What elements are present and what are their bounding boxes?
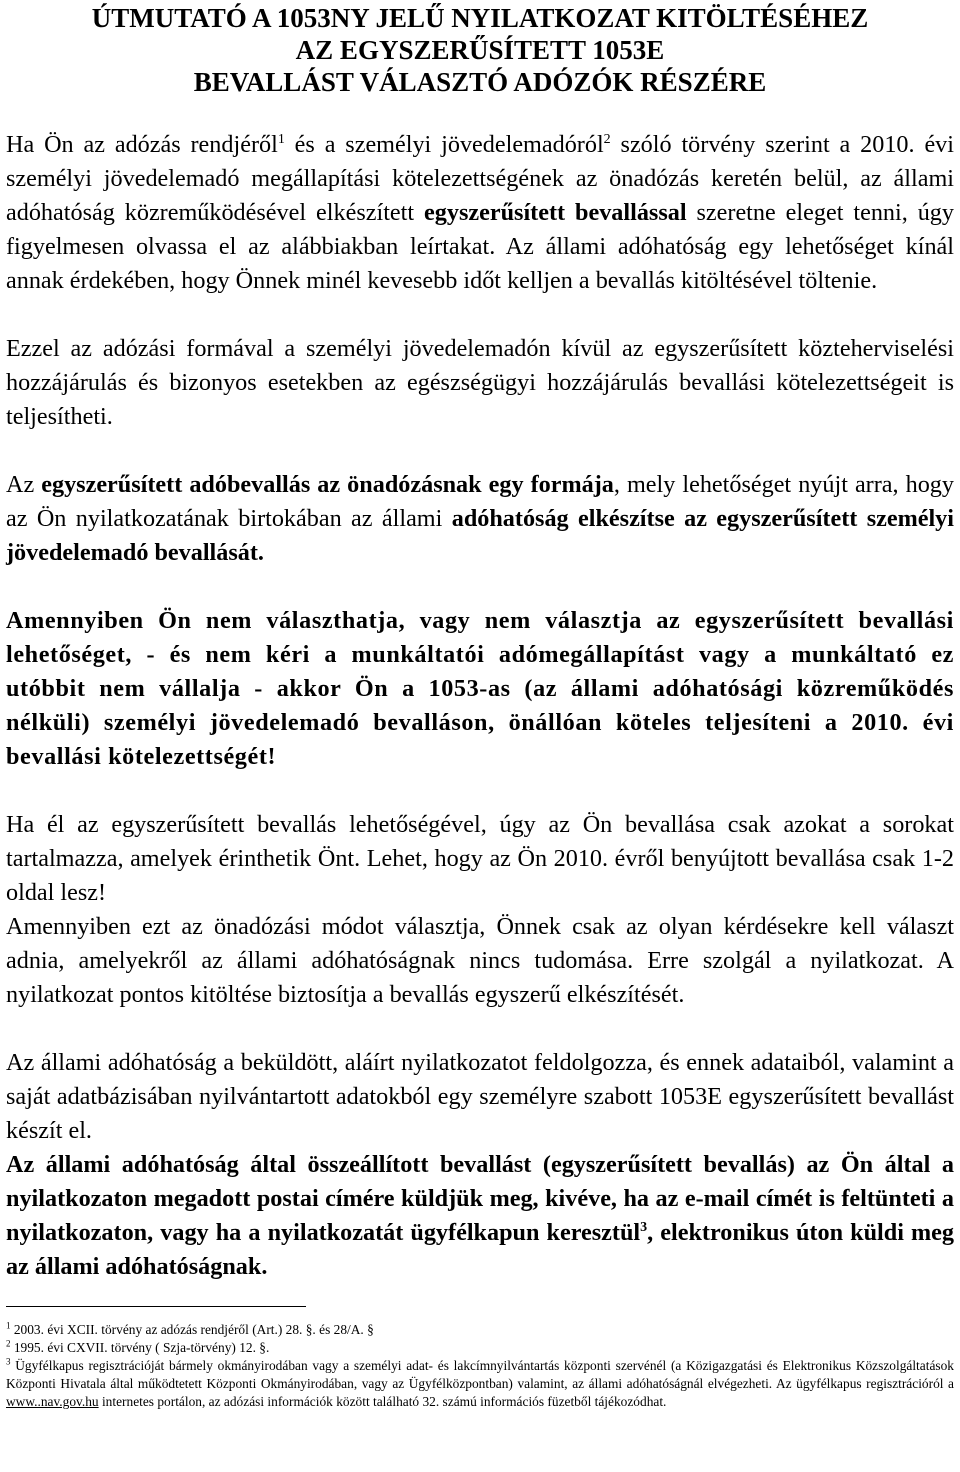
- declaration-paragraph: Amennyiben ezt az önadózási módot választja, Önnek csak az olyan kérdésekre kell választ adnia, amelyekről az állami adóhatóságnak nincs tudomása. Erre szolgál a nyilatkozat. A nyilatkozat pontos kitöltése biztosítja a bevallás egyszerű elkészítését.: [6, 913, 954, 1008]
- intro-bold: egyszerűsített bevallással: [424, 199, 687, 226]
- footnote-ref-3: 3: [640, 1219, 648, 1235]
- definition-bold-1: egyszerűsített adóbevallás az önadózásnak egy formája: [41, 471, 614, 498]
- footnote-text-3a: Ügyfélkapus regisztrációját bármely okmányirodában vagy a személyi adat- és lakcímnyilvántartás központi szervénél (a Közigazgatási és Elektronikus Közszolgáltatások Központi Hivatala által működtetett Központi Okmányirodában, vagy az Ügyfélközpontban) valamint, az állami adóhatóságnál elvégezheti. Az ügyfélkapus regisztrációról a: [6, 1358, 954, 1391]
- intro-text-1: Ha Ön az adózás rendjéről: [6, 131, 278, 158]
- footnote-divider: [6, 1306, 306, 1307]
- title-line-3: BEVALLÁST VÁLASZTÓ ADÓZÓK RÉSZÉRE: [193, 67, 767, 97]
- warning-paragraph: Amennyiben Ön nem választhatja, vagy nem választja az egyszerűsített bevallási lehetőséget, - és nem kéri a munkáltatói adómegállapítást vagy a munkáltató ez utóbbit nem vállalja - akkor Ön a 1053-as (az állami adóhatósági közreműködés nélküli) személyi jövedelemadó bevalláson, önállóan köteles teljesíteni a 2010. évi bevallási kötelezettségét!: [6, 607, 954, 770]
- footnote-3: [6, 1357, 954, 1411]
- intro-paragraph: [6, 128, 954, 298]
- definition-text-1: Az: [6, 471, 42, 498]
- option-paragraph: Ha él az egyszerűsített bevallás lehetőségével, úgy az Ön bevallása csak azokat a sorokat tartalmazza, amelyek érinthetik Önt. Lehet, hogy az Ön 2010. évről benyújtott bevallása csak 1-2 oldal lesz!: [6, 811, 954, 906]
- title-line-2: AZ EGYSZERŰSÍTETT 1053E: [295, 35, 665, 65]
- delivery-paragraph: [6, 1148, 954, 1284]
- footnote-ref-1: 1: [277, 131, 285, 147]
- definition-paragraph: [6, 468, 954, 570]
- document-title: [6, 0, 954, 98]
- delivery-text-2: , elektronikus úton küldi meg az állami adóhatóságnak.: [6, 1219, 954, 1280]
- form-paragraph: Ezzel az adózási formával a személyi jövedelemadón kívül az egyszerűsített közteherviselési hozzájárulás és bizonyos esetekben az egészségügyi hozzájárulás bevallási kötelezettségeit is teljesítheti.: [6, 335, 954, 430]
- footnote-mark-3: 3: [6, 1356, 11, 1367]
- nav-website-link[interactable]: www..nav.gov.hu: [6, 1394, 99, 1409]
- footnote-2: [6, 1339, 954, 1357]
- definition-bold-2: adóhatóság elkészítse az egyszerűsített személyi jövedelemadó bevallását.: [6, 505, 954, 566]
- footnote-text-1: 2003. évi XCII. törvény az adózás rendjéről (Art.) 28. §. és 28/A. §: [10, 1322, 374, 1337]
- intro-text-3: szóló törvény szerint a 2010. évi személyi jövedelemadó megállapítási kötelezettségének az önadózás keretén belül, az állami adóhatóság közreműködésével elkészített: [6, 131, 954, 226]
- intro-text-2: és a személyi jövedelemadóról: [284, 131, 604, 158]
- footnote-mark-2: 2: [6, 1338, 11, 1349]
- footnote-1: [6, 1321, 954, 1339]
- footnote-text-3b: internetes portálon, az adózási információk között található 32. számú információs füzetből tájékozódhat.: [98, 1394, 667, 1409]
- footnote-ref-2: 2: [603, 131, 611, 147]
- footnote-text-2: 1995. évi CXVII. törvény ( Szja-törvény) 12. §.: [10, 1340, 270, 1355]
- definition-text-2: , mely lehetőséget nyújt arra, hogy az Ön nyilatkozatának birtokában az állami: [6, 471, 954, 532]
- processing-paragraph: Az állami adóhatóság a beküldött, aláírt nyilatkozatot feldolgozza, és ennek adataiból, valamint a saját adatbázisában nyilvántartott adatokból egy személyre szabott 1053E egyszerűsített bevallást készít el.: [6, 1049, 954, 1144]
- delivery-text-1: Az állami adóhatóság által összeállított bevallást (egyszerűsített bevallás) az Ön által a nyilatkozaton megadott postai címére küldjük meg, kivéve, ha az e-mail címét is feltünteti a nyilatkozaton, vagy ha a nyilatkozatát ügyfélkapun keresztül: [6, 1151, 954, 1246]
- footnote-mark-1: 1: [6, 1320, 11, 1331]
- title-line-1: ÚTMUTATÓ A 1053NY JELŰ NYILATKOZAT KITÖLTÉSÉHEZ: [91, 3, 869, 33]
- intro-text-4: szeretne eleget tenni, úgy figyelmesen olvassa el az alábbiakban leírtakat. Az állami adóhatóság egy lehetőséget kínál annak érdekében, hogy Önnek minél kevesebb időt kelljen a bevallás kitöltésével töltenie.: [6, 199, 954, 294]
